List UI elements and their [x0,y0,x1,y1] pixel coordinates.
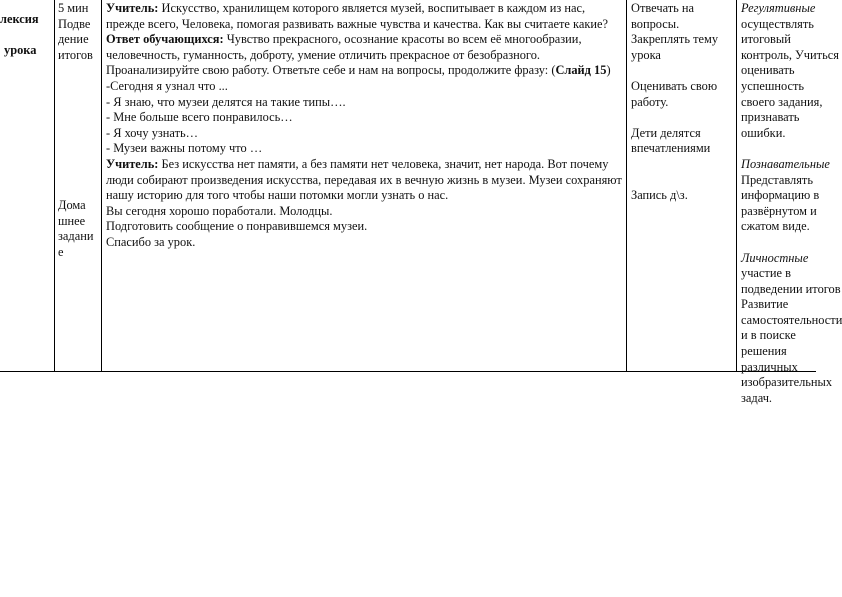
analyze-prompt [106,63,622,79]
activity-line: Оценивать свою [631,78,718,93]
teacher-speech [106,1,622,32]
summary-label-line: дение [58,32,89,47]
duration: 5 мин [58,1,89,15]
activity-line: урока [631,47,661,62]
activity-line: Дети делятся [631,125,701,140]
closing-line: Вы сегодня хорошо поработали. Молодцы. [106,203,333,218]
homework-label-line: шнее [58,213,86,228]
regulatory-line: итоговый [741,32,791,47]
personal-line: подведении итогов [741,281,841,296]
column-divider [101,0,102,372]
outcomes-cell [741,1,842,406]
homework-label-line: Дома [58,198,86,212]
homework-label-line: е [58,244,64,259]
closing-line: Спасибо за урок. [106,234,196,249]
regulatory-line: успешность [741,78,805,93]
cognitive-line: Представлять [741,172,813,187]
personal-line: задач. [741,390,773,405]
activity-line: впечатлениями [631,141,711,156]
cognitive-line: сжатом виде. [741,219,810,234]
phrase-item: - Я знаю, что музеи делятся на такие типы…. [106,94,346,109]
personal-line: участие в [741,266,791,281]
phrase-item: -Сегодня я узнал что ... [106,78,228,93]
stage-name-line2: урока [4,43,37,57]
phrase-item: - Мне больше всего понравилось… [106,110,293,125]
teacher-conclusion [106,157,622,204]
regulatory-line: оценивать [741,63,795,78]
personal-label: Личностные [741,250,809,265]
regulatory-label: Регулятивные [741,1,816,15]
personal-line: изобразительных [741,375,833,390]
regulatory-line: контроль, Учиться [741,47,839,62]
analyze-text: Проанализируйте свою работу. Ответьте себе и нам на вопросы, продолжите фразу: ( [106,63,556,78]
activity-line: Запись д\з. [631,188,688,203]
personal-line: Развитие [741,297,789,312]
cognitive-line: развёрнутом и [741,203,817,218]
summary-label-line: Подве [58,16,91,31]
regulatory-line: осуществлять [741,16,814,31]
column-divider [626,0,627,372]
slide-label: Слайд 15 [555,63,607,78]
regulatory-line: ошибки. [741,125,786,140]
closing-line: Подготовить сообщение о понравившемся музеи. [106,219,368,234]
regulatory-line: своего задания, [741,94,823,109]
activity-cell [631,1,731,204]
students-text: Чувство прекрасного, осознание красоты во всем её многообразии, человечность, гуманность, доброту, умение отличить прекрасное от безобразного. [106,32,582,62]
teacher-text: Искусство, хранилищем которого является музей, воспитывает в каждом из нас, прежде всего, Человека, помогая развивать важные чувства и качества. Как вы считаете какие? [106,1,608,31]
column-divider [54,0,55,372]
personal-line: и в поиске [741,328,796,343]
cognitive-line: информацию в [741,188,820,203]
phrase-item: - Музеи важны потому что … [106,141,263,156]
stage-name-line1: лексия [0,12,39,26]
activity-line: Отвечать на [631,1,695,15]
teacher-label: Учитель: [106,1,159,15]
content-cell [106,1,622,251]
personal-line: различных [741,359,798,374]
homework-label-line: задани [58,229,94,244]
column-divider [736,0,737,372]
students-label: Ответ обучающихся: [106,32,224,47]
students-answer [106,32,622,63]
activity-line: вопросы. [631,16,680,31]
phrase-item: - Я хочу узнать… [106,125,199,140]
analyze-close: ) [606,63,611,78]
row-bottom-border [0,371,816,372]
teacher-label: Учитель: [106,156,159,171]
regulatory-line: признавать [741,110,800,125]
personal-line: решения [741,344,787,359]
activity-line: работу. [631,94,669,109]
summary-label-line: итогов [58,47,93,62]
personal-line: самостоятельности [741,312,842,327]
cognitive-label: Познавательные [741,156,830,171]
teacher-conclusion-text: Без искусства нет памяти, а без памяти нет человека, значит, нет народа. Вот почему люди собирают произведения искусства, передавая их в вечную жизнь в музеи. Музеи сохраняют нашу историю для того чтобы наши потомки могли узнать о нас. [106,156,622,203]
activity-line: Закреплять тему [631,32,719,47]
